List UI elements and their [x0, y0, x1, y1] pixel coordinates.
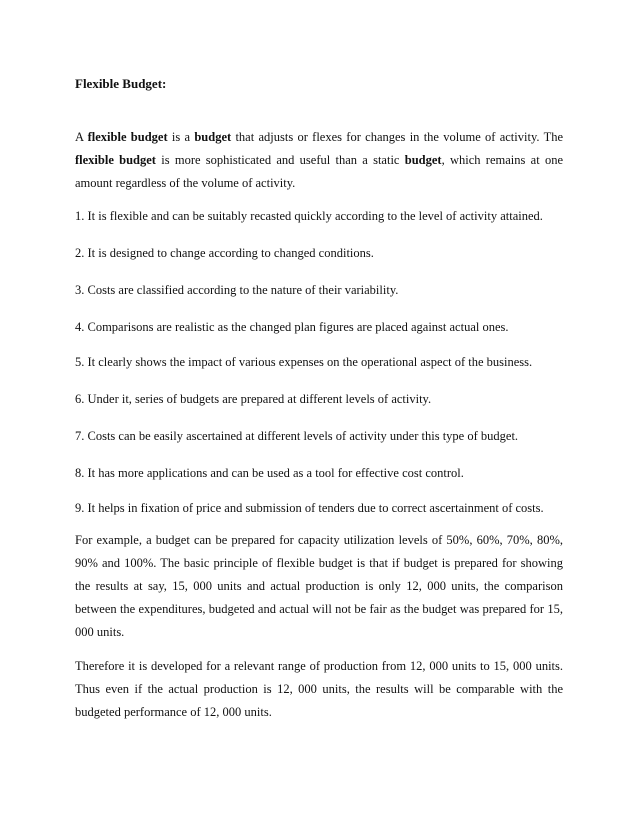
- point-9: 9. It helps in fixation of price and submission of tenders due to correct ascertainment of costs.: [75, 501, 544, 515]
- point-8: 8. It has more applications and can be used as a tool for effective cost control.: [75, 466, 464, 480]
- point-4: 4. Comparisons are realistic as the changed plan figures are placed against actual ones.: [75, 320, 509, 334]
- document-heading: Flexible Budget:: [75, 76, 167, 91]
- conclusion-paragraph: Therefore it is developed for a relevant range of production from 12, 000 units to 15, 000 units. Thus even if the actual production is 12, 000 units, the results will be comparable with the budgeted performance of 12, 000 units.: [75, 659, 563, 719]
- intro-text-1: A: [75, 130, 88, 144]
- point-6: 6. Under it, series of budgets are prepared at different levels of activity.: [75, 392, 432, 406]
- intro-text-3: that adjusts or flexes for changes in the volume of activity. The: [231, 130, 564, 144]
- point-1: 1. It is flexible and can be suitably recasted quickly according to the level of activity attained.: [75, 209, 543, 223]
- intro-bold-term-4: budget: [404, 153, 442, 167]
- point-5: 5. It clearly shows the impact of various expenses on the operational aspect of the business.: [75, 355, 533, 369]
- intro-bold-term-2: budget: [194, 130, 232, 144]
- intro-text-5: , which remains at one amount regardless of the volume of activity.: [75, 153, 563, 190]
- intro-text-2: is a: [167, 130, 195, 144]
- intro-bold-term-1: flexible budget: [87, 130, 168, 144]
- point-3: 3. Costs are classified according to the nature of their variability.: [75, 283, 399, 297]
- intro-paragraph: [75, 126, 563, 195]
- point-2: 2. It is designed to change according to changed conditions.: [75, 246, 374, 260]
- intro-text-4: is more sophisticated and useful than a static: [155, 153, 405, 167]
- example-paragraph: For example, a budget can be prepared for capacity utilization levels of 50%, 60%, 70%, 80%, 90% and 100%. The basic principle of flexible budget is that if budget is prepared for showing the results at say, 15, 000 units and actual production is only 12, 000 units, the comparison between the expenditures, budgeted and actual will not be fair as the budget was prepared for 15, 000 units.: [75, 533, 563, 639]
- point-7: 7. Costs can be easily ascertained at different levels of activity under this type of budget.: [75, 429, 519, 443]
- intro-bold-term-3: flexible budget: [75, 153, 156, 167]
